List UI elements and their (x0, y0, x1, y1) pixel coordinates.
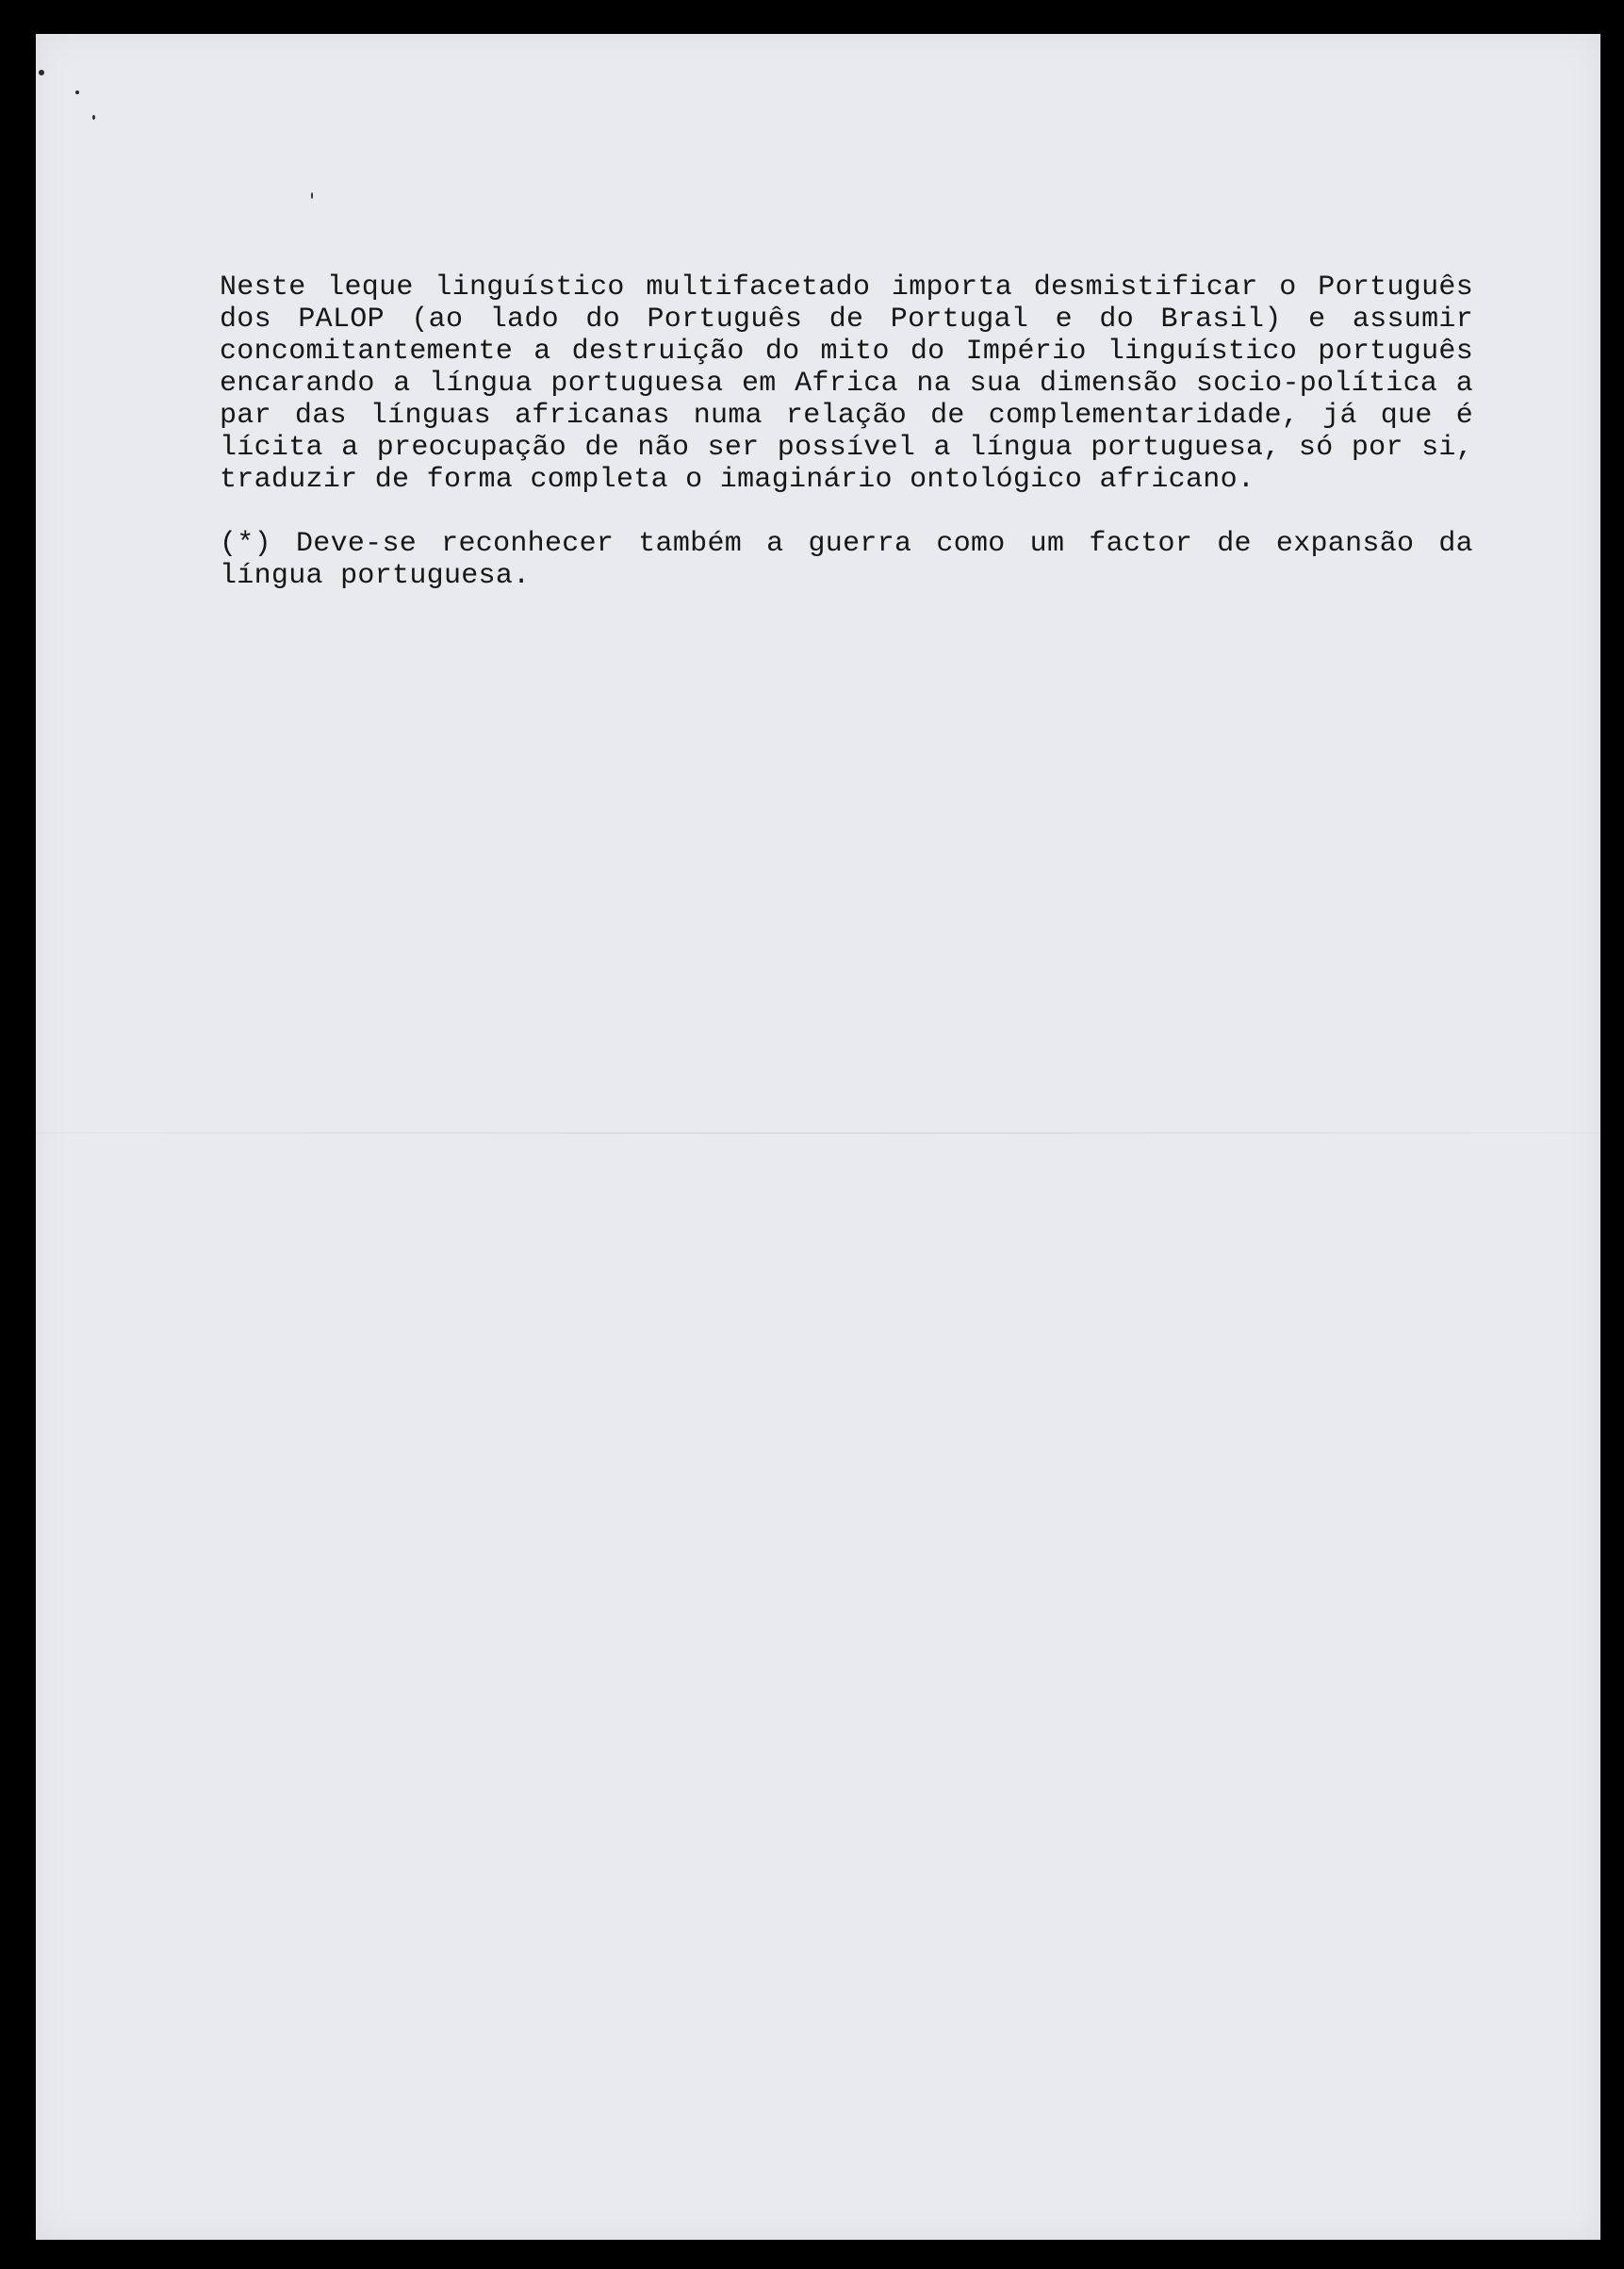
body-paragraph: Neste leque linguístico multifacetado importa desmistificar o Português dos PALOP (ao lado do Português de Portugal e do Brasil) e assumir concomitantemente a destruição do mito do Império linguístico português encarando a língua portuguesa em Africa na sua dimensão socio-política a par das línguas africanas numa relação de complementaridade, já que é lícita a preocupação de não ser possível a língua portuguesa, só por si, traduzir de forma completa o imaginário ontológico africano. (220, 271, 1473, 496)
ink-speck (39, 70, 44, 75)
ink-speck (311, 192, 313, 199)
document-page (36, 34, 1600, 2240)
footnote: (*) Deve-se reconhecer também a guerra como um factor de expansão da língua portuguesa. (220, 528, 1473, 592)
typed-text-block (220, 271, 1473, 592)
ink-speck (92, 115, 95, 120)
paper-fold (36, 1132, 1600, 1134)
ink-speck (75, 90, 79, 94)
